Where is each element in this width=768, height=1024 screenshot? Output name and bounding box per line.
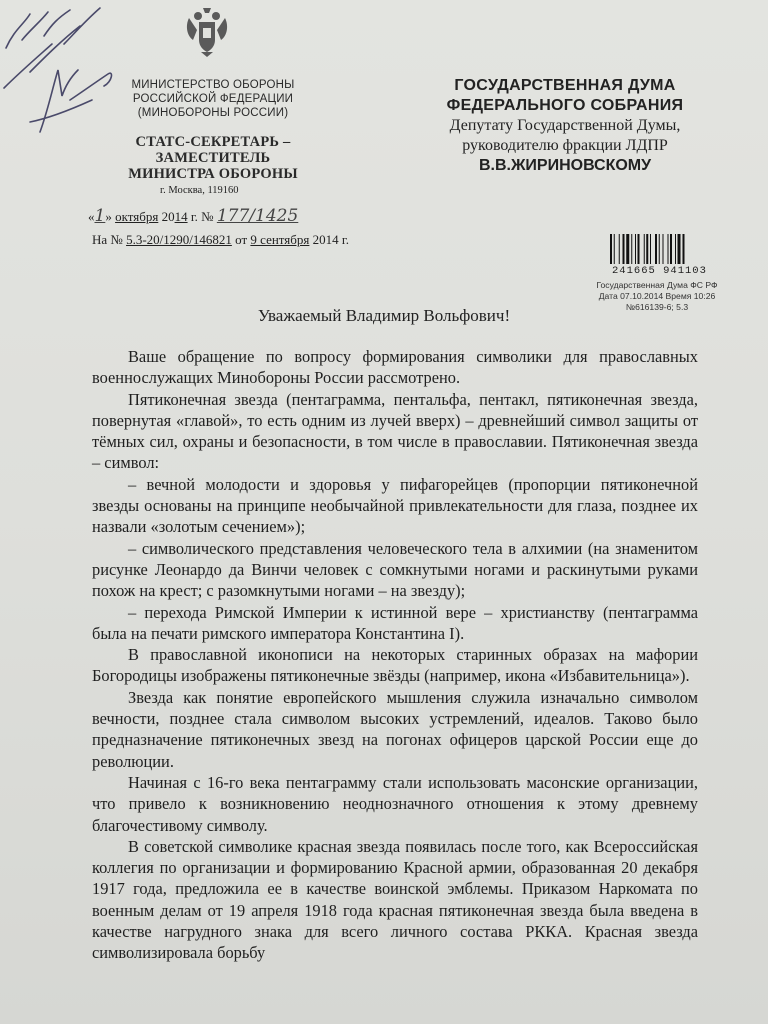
paragraph: Звезда как понятие европейского мышления служила изначально символом вечности, позднее стала символом высоких устремлений, идеалов. Таково было предназначение пятиконечных звезд на погонах офицеров царской России еще до революции.: [92, 687, 698, 771]
sender-org-line-3: (МИНОБОРОНЫ РОССИИ): [137, 107, 289, 119]
paragraph: Пятиконечная звезда (пентаграмма, пентальфа, пентакл, пятиконечная звезда, повернутая «главой», то есть одним из лучей вверх) – древнейший символ защиты от тёмных сил, охраны и безопасности, в том числе в православии. Пятиконечная звезда – символ:: [92, 389, 698, 473]
paragraph: – символического представления человеческого тела в алхимии (на знаменитом рисунке Леонардо да Винчи человек с сомкнутыми ногами и раскинутыми руками похож на крест; с разомкнутыми ногами – на звезду);: [92, 538, 698, 601]
sender-org-line-2: РОССИЙСКОЙ ФЕДЕРАЦИИ: [132, 93, 294, 105]
salutation: Уважаемый Владимир Вольфович!: [257, 306, 511, 325]
outgoing-registration-line: «1» октября 2014 г. № 177/1425: [88, 206, 299, 226]
recipient-line-1: ГОСУДАРСТВЕННАЯ ДУМА: [454, 77, 676, 94]
sender-org-line-1: МИНИСТЕРСТВО ОБОРОНЫ: [131, 79, 295, 91]
ref-number: 5.3-20/1290/146821: [126, 232, 232, 247]
letter-body: [92, 346, 698, 964]
date-month: октября: [115, 209, 159, 224]
reference-line: [92, 232, 349, 248]
date-year-prefix: 20: [161, 209, 175, 224]
paragraph: В советской символике красная звезда появилась после того, как Всероссийская коллегия по организации и формированию Красной армии, образованная 20 декабря 1917 года, предложила ее в качестве воинской эмблемы. Приказом Наркомата по военным делам от 19 апреля 1918 года красная пятиконечная звезда была введена в качестве нагрудного знака для всего личного состава РККА. Красная звезда символизировала борьбу: [92, 836, 698, 963]
ref-from: от: [235, 232, 248, 247]
ref-prefix: На №: [92, 232, 123, 247]
outgoing-number: 177/1425: [216, 206, 299, 226]
recipient-line-4: руководителю фракции ЛДПР: [462, 137, 668, 154]
sender-title-line-1: СТАТС-СЕКРЕТАРЬ –: [135, 134, 291, 150]
sender-block: [108, 78, 318, 182]
paragraph: В православной иконописи на некоторых старинных образах на мафории Богородицы изображены пятиконечные звёзды (например, икона «Избавительница»).: [92, 645, 698, 686]
recipient-block: [410, 76, 720, 176]
stamp-line-1: Государственная Дума ФС РФ: [596, 280, 718, 290]
recipient-line-2: ФЕДЕРАЛЬНОГО СОБРАНИЯ: [446, 97, 684, 114]
coat-of-arms-icon: [183, 4, 231, 58]
date-suffix: г. №: [190, 209, 214, 224]
recipient-line-3: Депутату Государственной Думы,: [449, 117, 681, 134]
paragraph: – перехода Римской Империи к истинной вере – христианству (пентаграмма была на печати римского императора Константина I).: [92, 602, 698, 643]
date-day: 1: [94, 206, 106, 226]
barcode-number: 241665 941103: [612, 265, 707, 277]
recipient-name: В.В.ЖИРИНОВСКОМУ: [478, 157, 652, 174]
stamp-line-2: Дата 07.10.2014 Время 10:26: [598, 291, 716, 301]
ref-year: 2014 г.: [312, 232, 350, 247]
sender-city: г. Москва, 119160: [160, 185, 239, 196]
paragraph: Начиная с 16-го века пентаграмму стали использовать масонские организации, что привело к возникновению неоднозначного отношения к этому древнему благочестивому символу.: [92, 772, 698, 835]
date-year-suffix: 14: [174, 209, 188, 224]
paragraph: Ваше обращение по вопросу формирования символики для православных военнослужащих Минобороны России рассмотрено.: [92, 347, 698, 388]
sender-title-line-3: МИНИСТРА ОБОРОНЫ: [128, 166, 298, 182]
sender-title-line-2: ЗАМЕСТИТЕЛЬ: [155, 150, 271, 166]
sender-title: [108, 134, 318, 182]
ref-date: 9 сентября: [250, 232, 310, 247]
stamp-line-3: №616139-6; 5.3: [625, 302, 689, 312]
paragraph: – вечной молодости и здоровья у пифагорейцев (пропорции пятиконечной звезды основаны на принципе необычайной привлекательности для глаза, позднее их назвали «золотым сечением»);: [92, 474, 698, 537]
